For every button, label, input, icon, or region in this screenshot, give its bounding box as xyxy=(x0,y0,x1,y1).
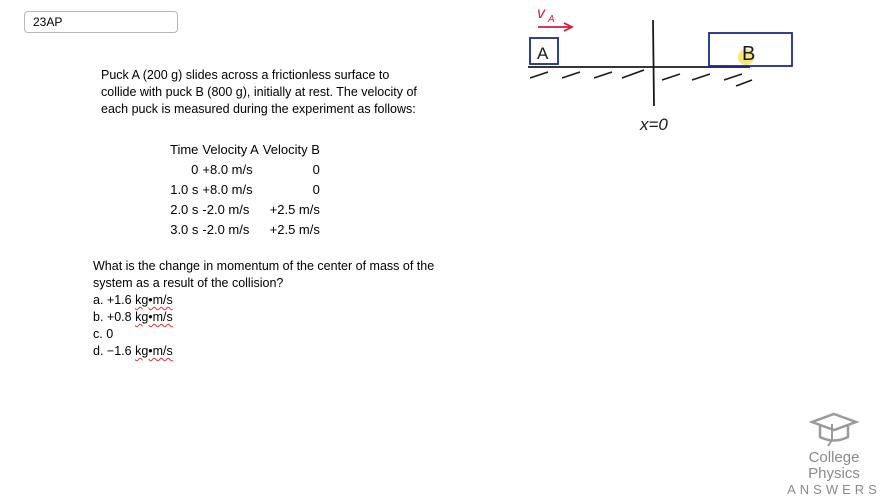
logo-line-2: ANSWERS xyxy=(787,482,881,497)
answer-choice-c xyxy=(93,326,173,343)
cell-velocity-a: -2.0 m/s xyxy=(202,221,250,237)
header-velocity-a: Velocity A xyxy=(202,141,259,157)
puck-a-label: A xyxy=(537,44,549,63)
velocity-label: v xyxy=(537,5,545,22)
cell-velocity-b: +2.5 m/s xyxy=(269,201,320,217)
velocity-subscript: A xyxy=(548,14,555,25)
table-row xyxy=(168,179,322,199)
graduation-cap-icon xyxy=(804,410,864,452)
college-physics-logo xyxy=(782,410,886,496)
velocity-arrow-icon xyxy=(538,23,572,31)
answer-text: b. +0.8 xyxy=(93,310,136,324)
question-text xyxy=(93,258,473,292)
answer-choice-d xyxy=(93,343,173,360)
answer-unit: kg•m/s xyxy=(135,310,173,324)
answer-unit: kg•m/s xyxy=(135,293,173,307)
collision-sketch xyxy=(520,0,820,140)
question-line: system as a result of the collision? xyxy=(93,276,284,290)
origin-label: x=0 xyxy=(640,115,668,134)
cell-velocity-a: +8.0 m/s xyxy=(202,161,253,177)
answer-choices xyxy=(93,292,173,360)
table-row xyxy=(168,159,322,179)
cell-time: 1.0 s xyxy=(170,181,199,197)
cell-time: 2.0 s xyxy=(170,201,199,217)
problem-line: collide with puck B (800 g), initially at rest. The velocity of xyxy=(101,85,417,99)
answer-text: c. 0 xyxy=(93,327,114,341)
cell-velocity-b: 0 xyxy=(312,161,320,177)
cell-velocity-a: -2.0 m/s xyxy=(202,201,250,217)
problem-statement xyxy=(101,67,461,118)
problem-id-box xyxy=(24,11,178,33)
table-header-row xyxy=(168,139,322,159)
problem-id: 23AP xyxy=(33,15,63,29)
header-time: Time xyxy=(170,141,199,157)
logo-line-1: College Physics xyxy=(808,449,860,482)
answer-choice-a xyxy=(93,292,173,309)
problem-line: Puck A (200 g) slides across a frictionless surface to xyxy=(101,68,390,82)
cell-time: 3.0 s xyxy=(170,221,199,237)
table-row xyxy=(168,219,322,239)
question-line: What is the change in momentum of the center of mass of the xyxy=(93,259,435,273)
answer-choice-b xyxy=(93,309,173,326)
answer-unit: kg•m/s xyxy=(135,344,173,358)
cell-velocity-b: +2.5 m/s xyxy=(269,221,320,237)
ground-hatching xyxy=(530,70,752,86)
problem-line: each puck is measured during the experiment as follows: xyxy=(101,102,416,116)
origin-axis xyxy=(653,20,654,106)
velocity-table xyxy=(168,139,322,239)
cell-velocity-b: 0 xyxy=(312,181,320,197)
table-row xyxy=(168,199,322,219)
cell-velocity-a: +8.0 m/s xyxy=(202,181,253,197)
answer-text: d. −1.6 xyxy=(93,344,136,358)
puck-b-label: B xyxy=(742,43,756,65)
header-velocity-b: Velocity B xyxy=(262,141,320,157)
answer-text: a. +1.6 xyxy=(93,293,136,307)
cell-time: 0 xyxy=(191,161,199,177)
